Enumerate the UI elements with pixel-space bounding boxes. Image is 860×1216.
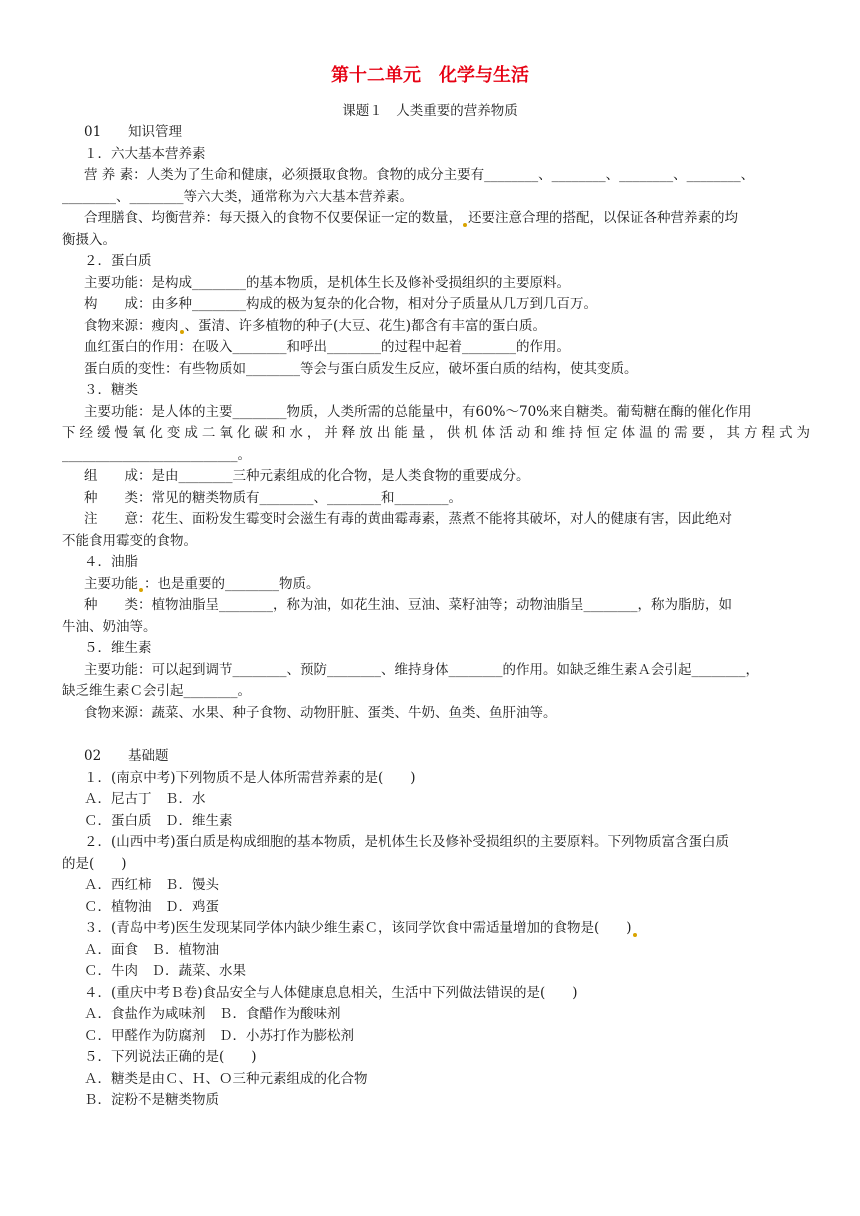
option-line: Ｂ．淀粉不是糖类物质 — [84, 1092, 219, 1108]
text-line: 主要功能：可以起到调节________、预防________、维持身体________的作用。如缺乏维生素Ａ会引起________， — [84, 661, 759, 678]
text-line: 食物来源：蔬菜、水果、种子食物、动物肝脏、蛋类、牛奶、鱼类、鱼肝油等。 — [84, 704, 557, 721]
question-line: ４．(重庆中考Ｂ卷)食品安全与人体健康息息相关，生活中下列做法错误的是( ) — [84, 984, 578, 1001]
text-line: ________、________等六大类，通常称为六大基本营养素。 — [62, 188, 413, 205]
text-line: 下经缓慢氧化变成二氧化碳和水，并释放出能量，供机体活动和维持恒定体温的需要，其方程式为 — [62, 425, 810, 441]
question-line: １．(南京中考)下列物质不是人体所需营养素的是( ) — [84, 769, 416, 786]
dot-mark — [180, 330, 184, 334]
unit-title: 第十二单元 化学与生活 — [331, 65, 529, 86]
text-line: 牛油、奶油等。 — [62, 618, 157, 635]
text-line: __________________________。 — [62, 446, 251, 463]
text-line: 合理膳食、均衡营养：每天摄入的食物不仅要保证一定的数量， 还要注意合理的搭配，以保证各种营养素的均 — [84, 210, 738, 226]
option-line: Ａ．糖类是由Ｃ、Ｈ、Ｏ三种元素组成的化合物 — [84, 1070, 368, 1087]
lesson-subtitle: 课题１ 人类重要的营养物质 — [342, 103, 518, 119]
option-line: Ｃ．蛋白质 Ｄ．维生素 — [84, 812, 233, 829]
text-line: 缺乏维生素Ｃ会引起________。 — [62, 683, 251, 699]
spacer — [62, 724, 810, 746]
question-line: 的是( ) — [62, 855, 127, 872]
option-line: Ｃ．牛肉 Ｄ．蔬菜、水果 — [84, 963, 246, 979]
subheading-sugars: ３．糖类 — [84, 382, 138, 398]
text-line: 种 类：植物油脂呈________，称为油，如花生油、豆油、菜籽油等；动物油脂呈________，称为脂肪，如 — [84, 597, 732, 613]
section-number: 02 — [84, 748, 102, 764]
dot-mark — [463, 223, 467, 227]
text-line: 构 成：由多种________构成的极为复杂的化合物，相对分子质量从几万到几百万。 — [84, 296, 597, 312]
text-line: 血红蛋白的作用：在吸入________和呼出________的过程中起着________的作用。 — [84, 339, 570, 355]
option-line: Ａ．面食 Ｂ．植物油 — [84, 941, 219, 958]
section-name: 基础题 — [128, 748, 169, 764]
dot-mark — [139, 588, 143, 592]
text-line: 营 养 素：人类为了生命和健康，必须摄取食物。食物的成分主要有________、________、________、________、 — [84, 167, 755, 183]
question-line: ３．(青岛中考)医生发现某同学体内缺少维生素Ｃ，该同学饮食中需适量增加的食物是( ) — [62, 918, 810, 940]
text-line: 注 意：花生、面粉发生霉变时会滋生有毒的黄曲霉毒素，蒸煮不能将其破坏，对人的健康有害，因此绝对 — [84, 511, 732, 527]
text-line: 种 类：常见的糖类物质有________、________和________。 — [84, 489, 462, 506]
question-line: ２．(山西中考)蛋白质是构成细胞的基本物质，是机体生长及修补受损组织的主要原料。下列物质富含蛋白质 — [84, 834, 730, 850]
option-line: Ｃ．植物油 Ｄ．鸡蛋 — [84, 898, 219, 915]
subheading-fats: ４．油脂 — [84, 554, 138, 570]
text-line: 组 成：是由________三种元素组成的化合物，是人类食物的重要成分。 — [84, 468, 530, 484]
document-body — [62, 122, 810, 1112]
text-line: 不能食用霉变的食物。 — [62, 532, 197, 549]
text-line: 主要功能：是构成________的基本物质，是机体生长及修补受损组织的主要原料。 — [84, 274, 570, 291]
text-line: 蛋白质的变性：有些物质如________等会与蛋白质发生反应，破坏蛋白质的结构，使其变质。 — [84, 360, 638, 377]
text-line: 衡摄入。 — [62, 231, 116, 248]
option-line: Ａ．尼古丁 Ｂ．水 — [84, 791, 206, 807]
option-line: Ａ．西红柿 Ｂ．馒头 — [84, 877, 219, 893]
section-heading-knowledge — [62, 122, 810, 144]
section-name: 知识管理 — [128, 124, 182, 140]
text-line: 主要功能：是人体的主要________物质，人类所需的总能量中，有60%～70%来自糖类。葡萄糖在酶的催化作用 — [84, 403, 752, 420]
subheading-vitamins: ５．维生素 — [84, 640, 152, 656]
subheading-protein: ２．蛋白质 — [84, 253, 152, 269]
option-line: Ａ．食盐作为咸味剂 Ｂ．食醋作为酸味剂 — [84, 1006, 341, 1022]
section-heading-basic — [62, 746, 810, 768]
text-line: 主要功能 ：也是重要的________物质。 — [84, 575, 320, 592]
dot-mark — [633, 933, 637, 937]
section-number: 01 — [84, 124, 102, 140]
subheading-nutrients: １．六大基本营养素 — [84, 145, 206, 162]
question-line: ５．下列说法正确的是( ) — [84, 1049, 257, 1065]
option-line: Ｃ．甲醛作为防腐剂 Ｄ．小苏打作为膨松剂 — [84, 1027, 354, 1044]
text-line: 食物来源：瘦肉 、蛋清、许多植物的种子(大豆、花生)都含有丰富的蛋白质。 — [84, 317, 547, 334]
